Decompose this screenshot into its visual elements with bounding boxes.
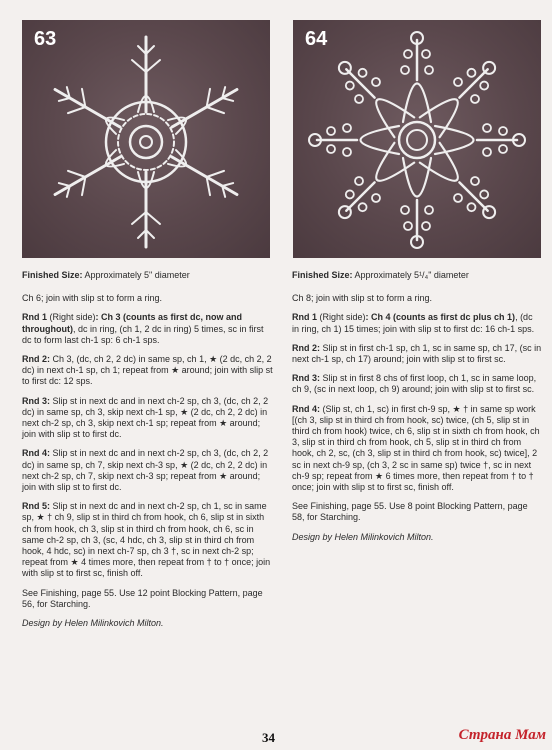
round-4: Rnd 4: Slip st in next dc and in next ch-2 sp, ch 3, (dc, ch 2, 2 dc) in same sp, ch 7, skip next ch-3 sp, ★ (2 dc, ch 2, 2 dc) in next ch-2 sp, ch 7, skip next ch-3 sp; repeat from ★ around; join with slip st to first dc. xyxy=(22,448,269,493)
intro-step: Ch 8; join with slip st to form a ring. xyxy=(292,293,433,304)
snowflake-64-photo xyxy=(293,20,541,258)
designer-credit: Design by Helen Milinkovich Milton. xyxy=(292,531,434,542)
finished-size: Finished Size: Approximately 5" diameter xyxy=(22,270,190,280)
finished-size: Finished Size: Approximately 5¹/₄" diameter xyxy=(292,270,469,280)
intro-step: Ch 6; join with slip st to form a ring. xyxy=(22,293,163,304)
pattern-number: 64 xyxy=(305,28,328,50)
round-3: Rnd 3: Slip st in next dc and in next ch-2 sp, ch 3, (dc, ch 2, 2 dc) in same sp, ch 3, skip next ch-1 sp, ★ (2 dc, ch 2, 2 dc) in next ch-2 sp, ch 3, skip next ch-1 sp; repeat from ★ around; join with slip st to first dc. xyxy=(22,395,269,440)
round-5: Rnd 5: Slip st in next dc and in next ch-2 sp, ch 1, sc in same sp, ★ † ch 9, slip st in third ch from hook, ch 6, slip st in sixth ch from hook, ch 3, slip st in third ch from hook, ch 6, sc in same ch-2 sp, ch 3, (sc, 4 hdc, ch 3, slip st in third ch from hook, 4 hdc, sc) in next ch-7 sp, ch 3 †, sc in next ch-2 sp; repeat from ★ 4 times more, then repeat from † to † once; join with slip st to first sc, finish off. xyxy=(22,501,271,579)
round-4: Rnd 4: (Slip st, ch 1, sc) in first ch-9 sp, ★ † in same sp work [(ch 3, slip st in third ch from hook, sc) twice, (ch 5, slip st in third ch from hook) twice, ch 6, slip st in sixth ch from hook, ch 3, slip st in third ch from hook, ch 5, slip st in third ch from hook, ch 2, sc, (ch 3, slip st in third ch from hook, sc) twice], 2 sc in next ch-9 sp, (ch 3, 2 sc in same sp) twice †, sc in next ch-9 sp; repeat from ★ 6 times more, then repeat from † to † once; join with slip st to first sc, finish off. xyxy=(292,403,540,493)
round-1: Rnd 1 (Right side): Ch 4 (counts as first dc plus ch 1), (dc in ring, ch 1) 15 times; join with slip st to first dc: 16 ch-1 sps. xyxy=(292,312,535,334)
finishing-note: See Finishing, page 55. Use 12 point Blocking Pattern, page 56, for Starching. xyxy=(22,587,263,609)
snowflake-63-illustration xyxy=(22,20,270,258)
round-2: Rnd 2: Slip st in first ch-1 sp, ch 1, sc in same sp, ch 17, (sc in next ch-1 sp, ch 17) around; join with slip st to first sc. xyxy=(292,342,542,365)
pattern-64-instructions xyxy=(292,270,542,551)
pattern-63-instructions xyxy=(22,270,274,637)
round-3: Rnd 3: Slip st in first 8 chs of first loop, ch 1, sc in same loop, ch 9, (sc in next loop, ch 9) around; join with slip st to first sc. xyxy=(292,373,537,395)
watermark: Страна Мам xyxy=(458,727,546,743)
snowflake-63-photo xyxy=(22,20,270,258)
pattern-number: 63 xyxy=(34,28,57,50)
round-2: Rnd 2: Ch 3, (dc, ch 2, 2 dc) in same sp, ch 1, ★ (2 dc, ch 2, 2 dc) in next ch-1 sp, ch 1; repeat from ★ around; join with slip st to first dc: 12 sps. xyxy=(22,354,273,387)
round-1: Rnd 1 (Right side): Ch 3 (counts as first dc, now and throughout), dc in ring, (ch 1, 2 dc in ring) 5 times, sc in first dc to form last ch-1 sp: 6 ch-1 sps. xyxy=(22,312,264,345)
snowflake-64-illustration xyxy=(293,20,541,258)
designer-credit: Design by Helen Milinkovich Milton. xyxy=(22,618,164,629)
page-number: 34 xyxy=(262,730,275,745)
finishing-note: See Finishing, page 55. Use 8 point Blocking Pattern, page 58, for Starching. xyxy=(292,501,528,523)
